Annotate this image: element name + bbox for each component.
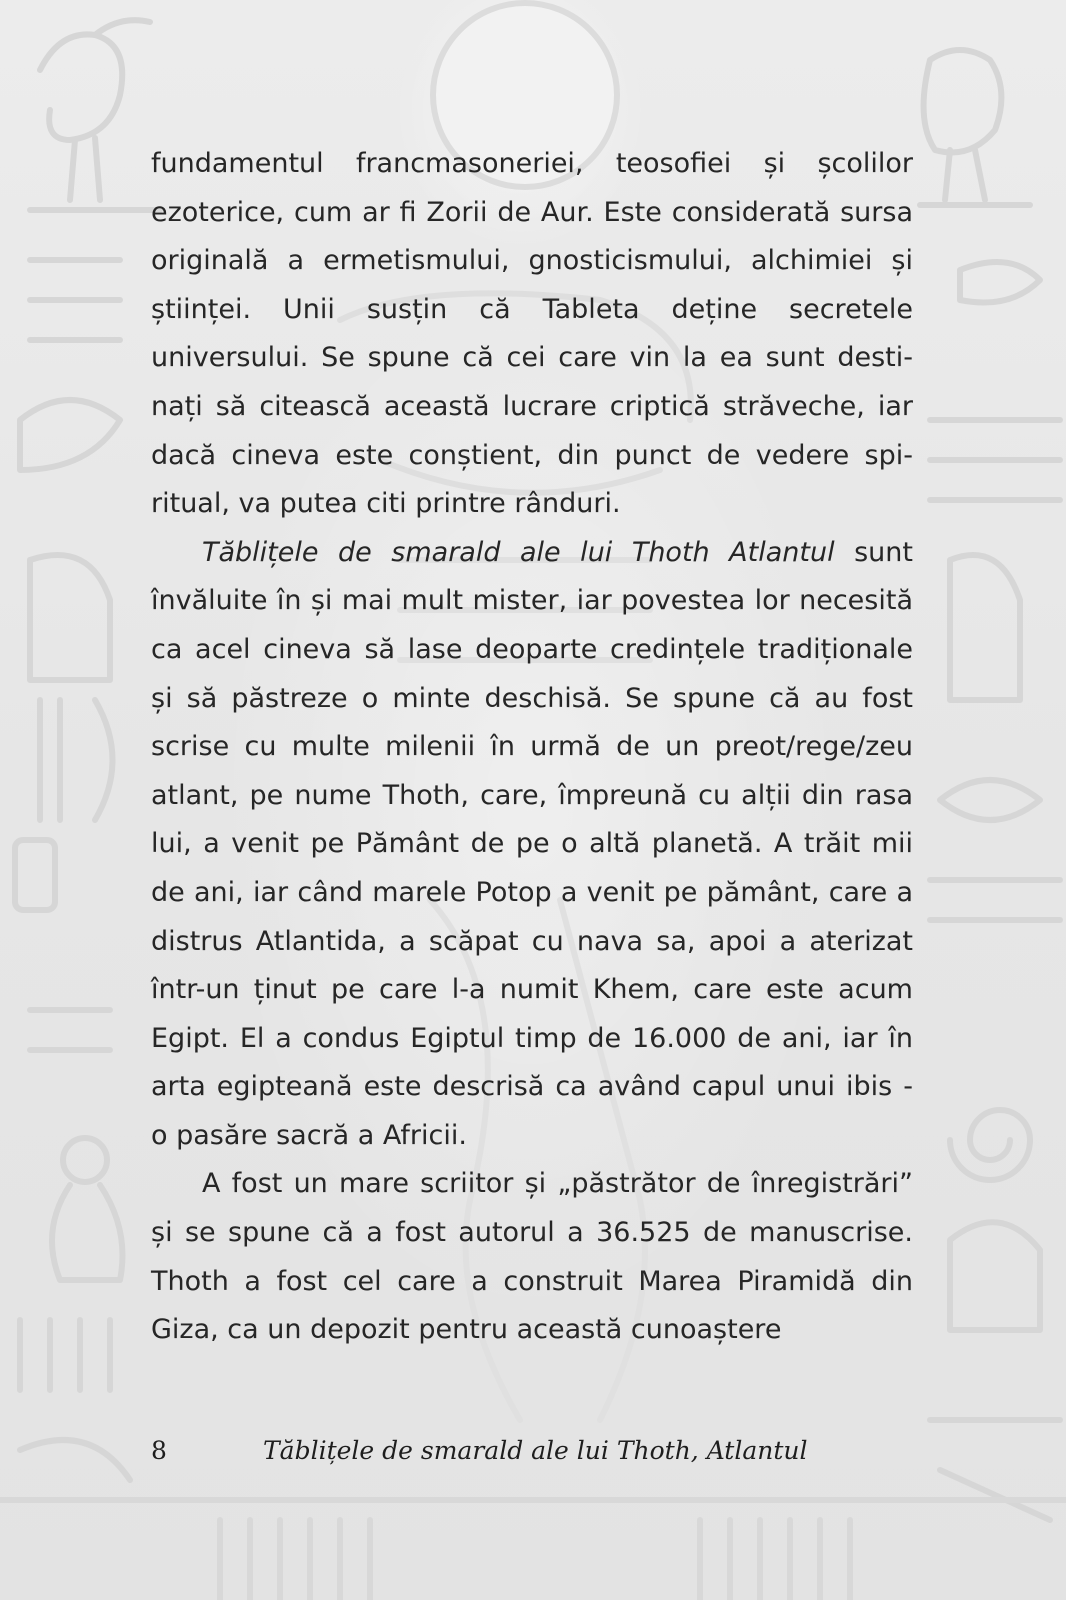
book-title-italic: Tăblițele de smarald ale lui Thoth Atlantul <box>202 536 835 568</box>
seated-figure-hieroglyph-icon <box>52 1138 123 1280</box>
main-text <box>151 140 913 1355</box>
spiral-hieroglyph-icon <box>950 1110 1030 1180</box>
paragraph-1: fundamentul francmasoneriei, teosofiei și școlilor ezoterice, cum ar fi Zorii de Aur. Este considerată sursa originală a ermetismului, gnosticismului, alchimiei și științei. Unii susțin că Tableta deține secretele universului. Se spune că cei care vin la ea sunt destinați să citească această lucrare criptică străveche, iar dacă cineva este conștient, din punct de vedere spiritual, va putea citi printre rânduri. <box>151 148 913 520</box>
page-footer <box>151 1436 913 1476</box>
page-number: 8 <box>151 1436 167 1465</box>
running-title: Tăblițele de smarald ale lui Thoth, Atlantul <box>263 1436 808 1465</box>
falcon-hieroglyph-icon <box>920 50 1030 205</box>
paragraph-3: A fost un mare scriitor și „păstrător de înregistrări” și se spune că a fost autorul a 36.525 de manuscrise. Thoth a fost cel care a construit Marea Piramidă din Giza, ca un depozit pentru această cunoaștere <box>151 1168 913 1346</box>
ibis-hieroglyph-icon <box>30 20 160 210</box>
paragraph-2-text: sunt învăluite în și mai mult mister, iar povestea lor necesită ca acel cineva să lase deoparte credințele tradiționale și să păstreze o minte deschisă. Se spune că au fost scrise cu multe milenii în urmă de un preot/rege/zeu atlant, pe nume Thoth, care, împreună cu alții din rasa lui, a venit pe Pământ de pe o altă planetă. A trăit mii de ani, iar când marele Potop a venit pe pământ, care a distrus Atlantida, a scăpat cu nava sa, apoi a aterizat într-un ținut pe care l-a numit Khem, care este acum Egipt. El a condus Egiptul timp de 16.000 de ani, iar în arta egipteană este descrisă ca având capul unui ibis - o pasăre sacră a Africii. <box>151 536 913 1151</box>
paragraph-2 <box>151 529 913 1161</box>
